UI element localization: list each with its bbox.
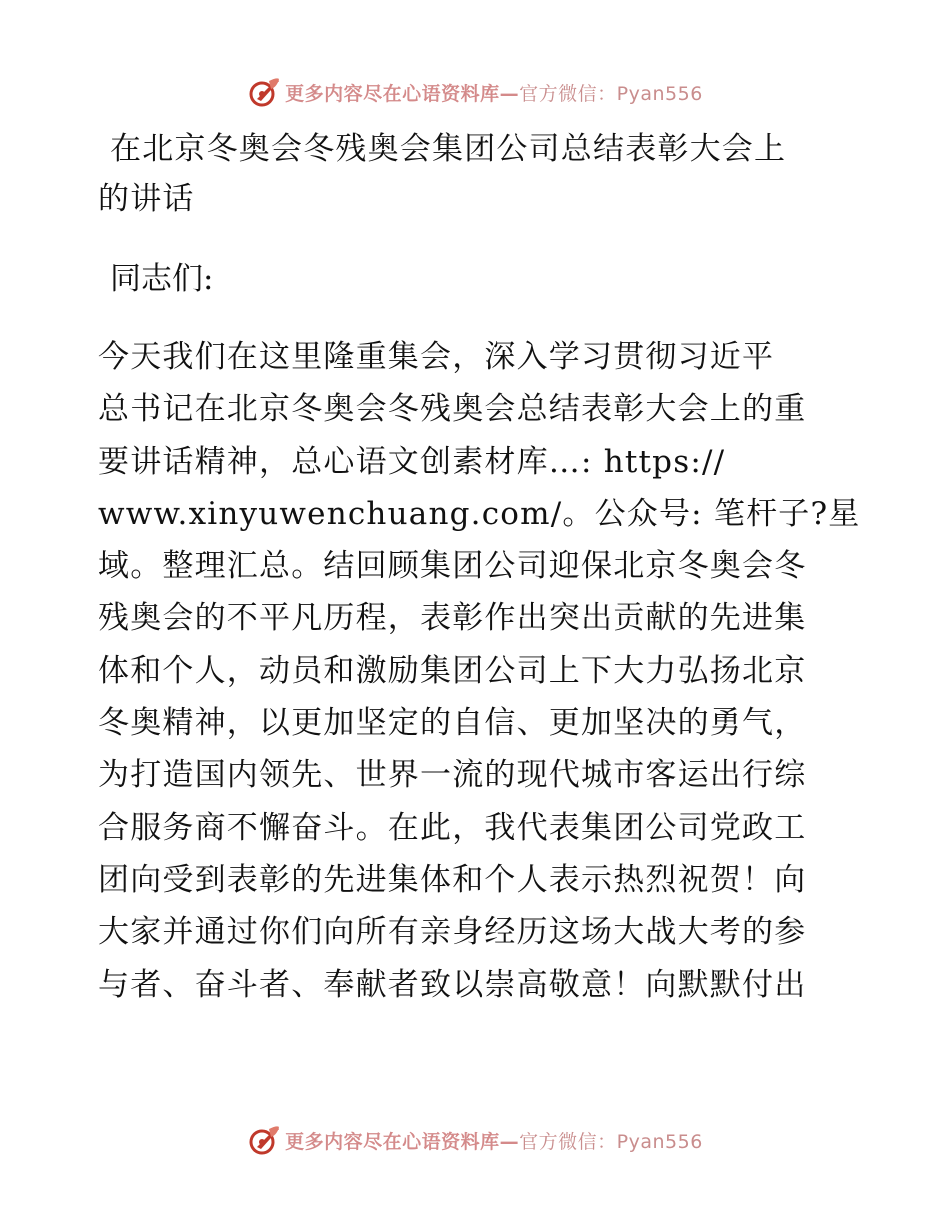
body-line: 团向受到表彰的先进集体和个人表示热烈祝贺！向 [98, 861, 807, 898]
body-line: 今天我们在这里隆重集会，深入学习贯彻习近平 [98, 339, 775, 375]
watermark-text [285, 1127, 703, 1154]
watermark-wechat: 官方微信：Pyan556 [519, 82, 703, 105]
body-line: www.xinyuwenchuang.com/。公众号: 笔杆子?星 [98, 495, 861, 532]
quill-logo-icon [247, 75, 281, 109]
body-line: 要讲话精神，总心语文创素材库…: https:// [98, 443, 726, 480]
watermark-site: 更多内容尽在心语资料库— [285, 1130, 520, 1153]
watermark-text [285, 79, 703, 106]
body-line: 与者、奋斗者、奉献者致以崇高敬意！向默默付出 [98, 966, 807, 1003]
document-body [98, 331, 861, 1011]
greeting: 同志们: [110, 261, 214, 297]
body-line: 合服务商不懈奋斗。在此，我代表集团公司党政工 [98, 809, 807, 846]
body-line: 大家并通过你们向所有亲身经历这场大战大考的参 [98, 914, 807, 951]
document-title [98, 124, 858, 224]
watermark-site: 更多内容尽在心语资料库— [285, 82, 520, 105]
watermark-footer [0, 1118, 950, 1162]
body-line: 体和个人，动员和激励集团公司上下大力弘扬北京 [98, 652, 807, 689]
watermark-header [0, 70, 950, 114]
body-line: 域。整理汇总。结回顾集团公司迎保北京冬奥会冬 [98, 548, 807, 585]
quill-logo-icon [247, 1123, 281, 1157]
body-line: 总书记在北京冬奥会冬残奥会总结表彰大会上的重 [98, 391, 807, 428]
title-line: 在北京冬奥会冬残奥会集团公司总结表彰大会上 [110, 131, 787, 167]
title-line: 的讲话 [98, 181, 195, 217]
body-line: 残奥会的不平凡历程，表彰作出突出贡献的先进集 [98, 600, 807, 637]
body-line: 冬奥精神，以更加坚定的自信、更加坚决的勇气， [98, 705, 807, 742]
watermark-wechat: 官方微信：Pyan556 [519, 1130, 703, 1153]
body-line: 为打造国内领先、世界一流的现代城市客运出行综 [98, 757, 807, 794]
